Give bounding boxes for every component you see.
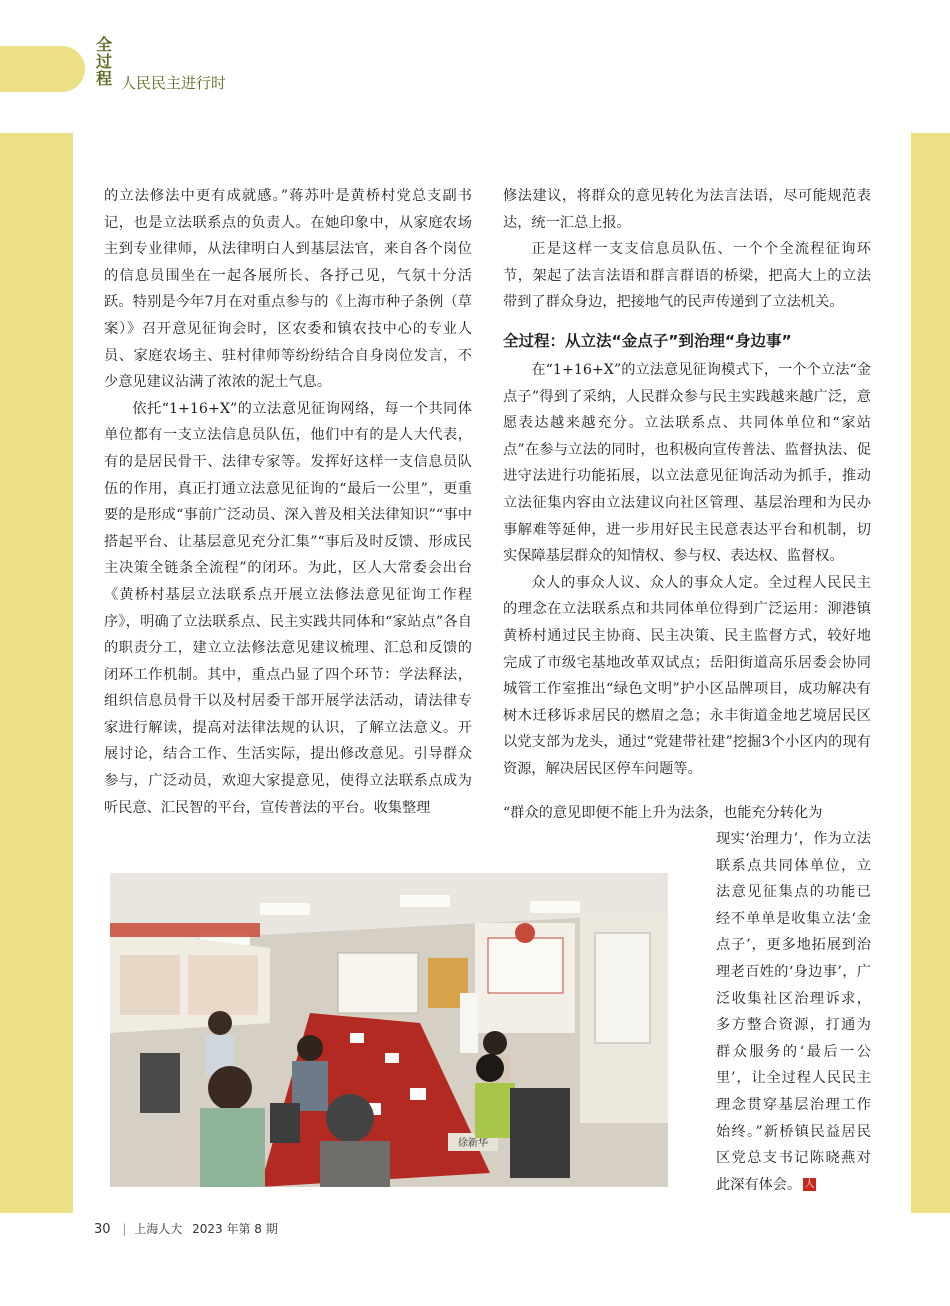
column-brand [95,36,113,87]
magazine-name: 上海人大 [134,1222,183,1236]
page-footer [94,1220,278,1237]
meeting-room-illustration [110,873,668,1187]
page-number: 30 [94,1222,111,1237]
footer-divider: | [122,1222,127,1236]
issue-label: 2023 年第 8 期 [192,1222,278,1236]
brand-char: 全 [95,35,112,54]
column-subtitle: 人民民主进行时 [121,74,227,92]
quote-paragraph-cont [716,826,871,1198]
paragraph: 现实‘治理力’，作为立法联系点共同体单位，立法意见征集点的功能已经不单单是收集立法‘金点子’，更多地拓展到治理老百姓的‘身边事’，广泛收集社区治理诉求，多方整合资源，打通为群众服务的‘最后一公里’，让全过程人民民主理念贯穿基层治理工作始终。”新桥镇民益居民区党总支书记陈晓燕对此深有体会。 [716,831,871,1193]
nameplate-label: 徐新华 [458,1138,488,1149]
paragraph: 正是这样一支支信息员队伍、一个个全流程征询环节，架起了法言法语和群言群语的桥梁，把高大上的立法带到了群众身边，把接地气的民声传递到了立法机关。 [503,241,871,311]
brand-char: 程 [95,69,112,88]
header-tab [0,46,85,92]
side-band-left [0,133,73,1213]
paragraph: 在“1+16+X”的立法意见征询模式下，一个个立法“金点子”得到了采纳，人民群众参与民主实践越来越广泛，意愿表达越来越充分。立法联系点、共同体单位和“家站点”在参与立法的同时，也积极向宣传普法、监督执法、促进守法进行功能拓展，以立法意见征询活动为抓手，推动立法征集内容由立法建议向社区管理、基层治理和为民办事解难等延伸，进一步用好民主民意表达平台和机制，切实保障基层群众的知情权、参与权、表达权、监督权。 [503,361,871,565]
section-heading: 全过程：从立法“金点子”到治理“身边事” [503,331,792,350]
paragraph: 的立法修法中更有成就感。”蒋苏叶是黄桥村党总支副书记，也是立法联系点的负责人。在她印象中，从家庭农场主到专业律师，从法律明白人到基层法官，来自各个岗位的信息员围坐在一起各展所长、各抒己见，气氛十分活跃。特别是今年7月在对重点参与的《上海市种子条例（草案）》召开意见征询会时，区农委和镇农技中心的专业人员、家庭农场主、驻村律师等纷纷结合自身岗位发言，不少意见建议沾满了浓浓的泥土气息。 [104,188,472,391]
side-band-right [911,133,950,1213]
paragraph: 依托“1+16+X”的立法意见征询网络，每一个共同体单位都有一支立法信息员队伍，他们中有的是人大代表，有的是居民骨干、法律专家等。发挥好这样一支信息员队伍的作用，真正打通立法意见征询的“最后一公里”，更重要的是形成“事前广泛动员、深入普及相关法律知识”“事中搭起平台、让基层意见充分汇集”“事后及时反馈、形成民主决策全链条全流程”的闭环。为此，区人大常委会出台《黄桥村基层立法联系点开展立法修法意见征询工作程序》，明确了立法联系点、民主实践共同体和“家站点”各自的职责分工，建立立法修法意见建议梳理、汇总和反馈的闭环工作机制。其中，重点凸显了四个环节：学法释法，组织信息员骨干以及村居委干部开展学法活动，请法律专家进行解读，提高对法律法规的认识，了解立法意义。开展讨论，结合工作、生活实际，提出修改意见。引导群众参与，广泛动员，欢迎大家提意见，使得立法联系点成为听民意、汇民智的平台，宣传普法的平台。收集整理 [104,400,472,816]
quote-paragraph-start [503,800,871,827]
end-mark-icon: 人 [804,1179,815,1191]
brand-char: 过 [95,52,112,71]
paragraph: 修法建议，将群众的意见转化为法言法语，尽可能规范表达，统一汇总上报。 [503,188,871,231]
right-column [503,183,871,782]
meeting-photo [110,873,668,1187]
paragraph: 众人的事众人议、众人的事众人定。全过程人民民主的理念在立法联系点和共同体单位得到广泛运用：泖港镇黄桥村通过民主协商、民主决策、民主监督方式，较好地完成了市级宅基地改革双试点；岳阳街道高乐居委会协同城管工作室推出“绿色文明”护小区品牌项目，成功解决有树木迁移诉求居民的燃眉之急；永丰街道金地艺境居民区以党支部为龙头，通过“党建带社建”挖掘3个小区内的现有资源，解决居民区停车问题等。 [503,574,871,777]
paragraph: “群众的意见即便不能上升为法条，也能充分转化为 [503,805,823,821]
left-column [104,183,472,821]
